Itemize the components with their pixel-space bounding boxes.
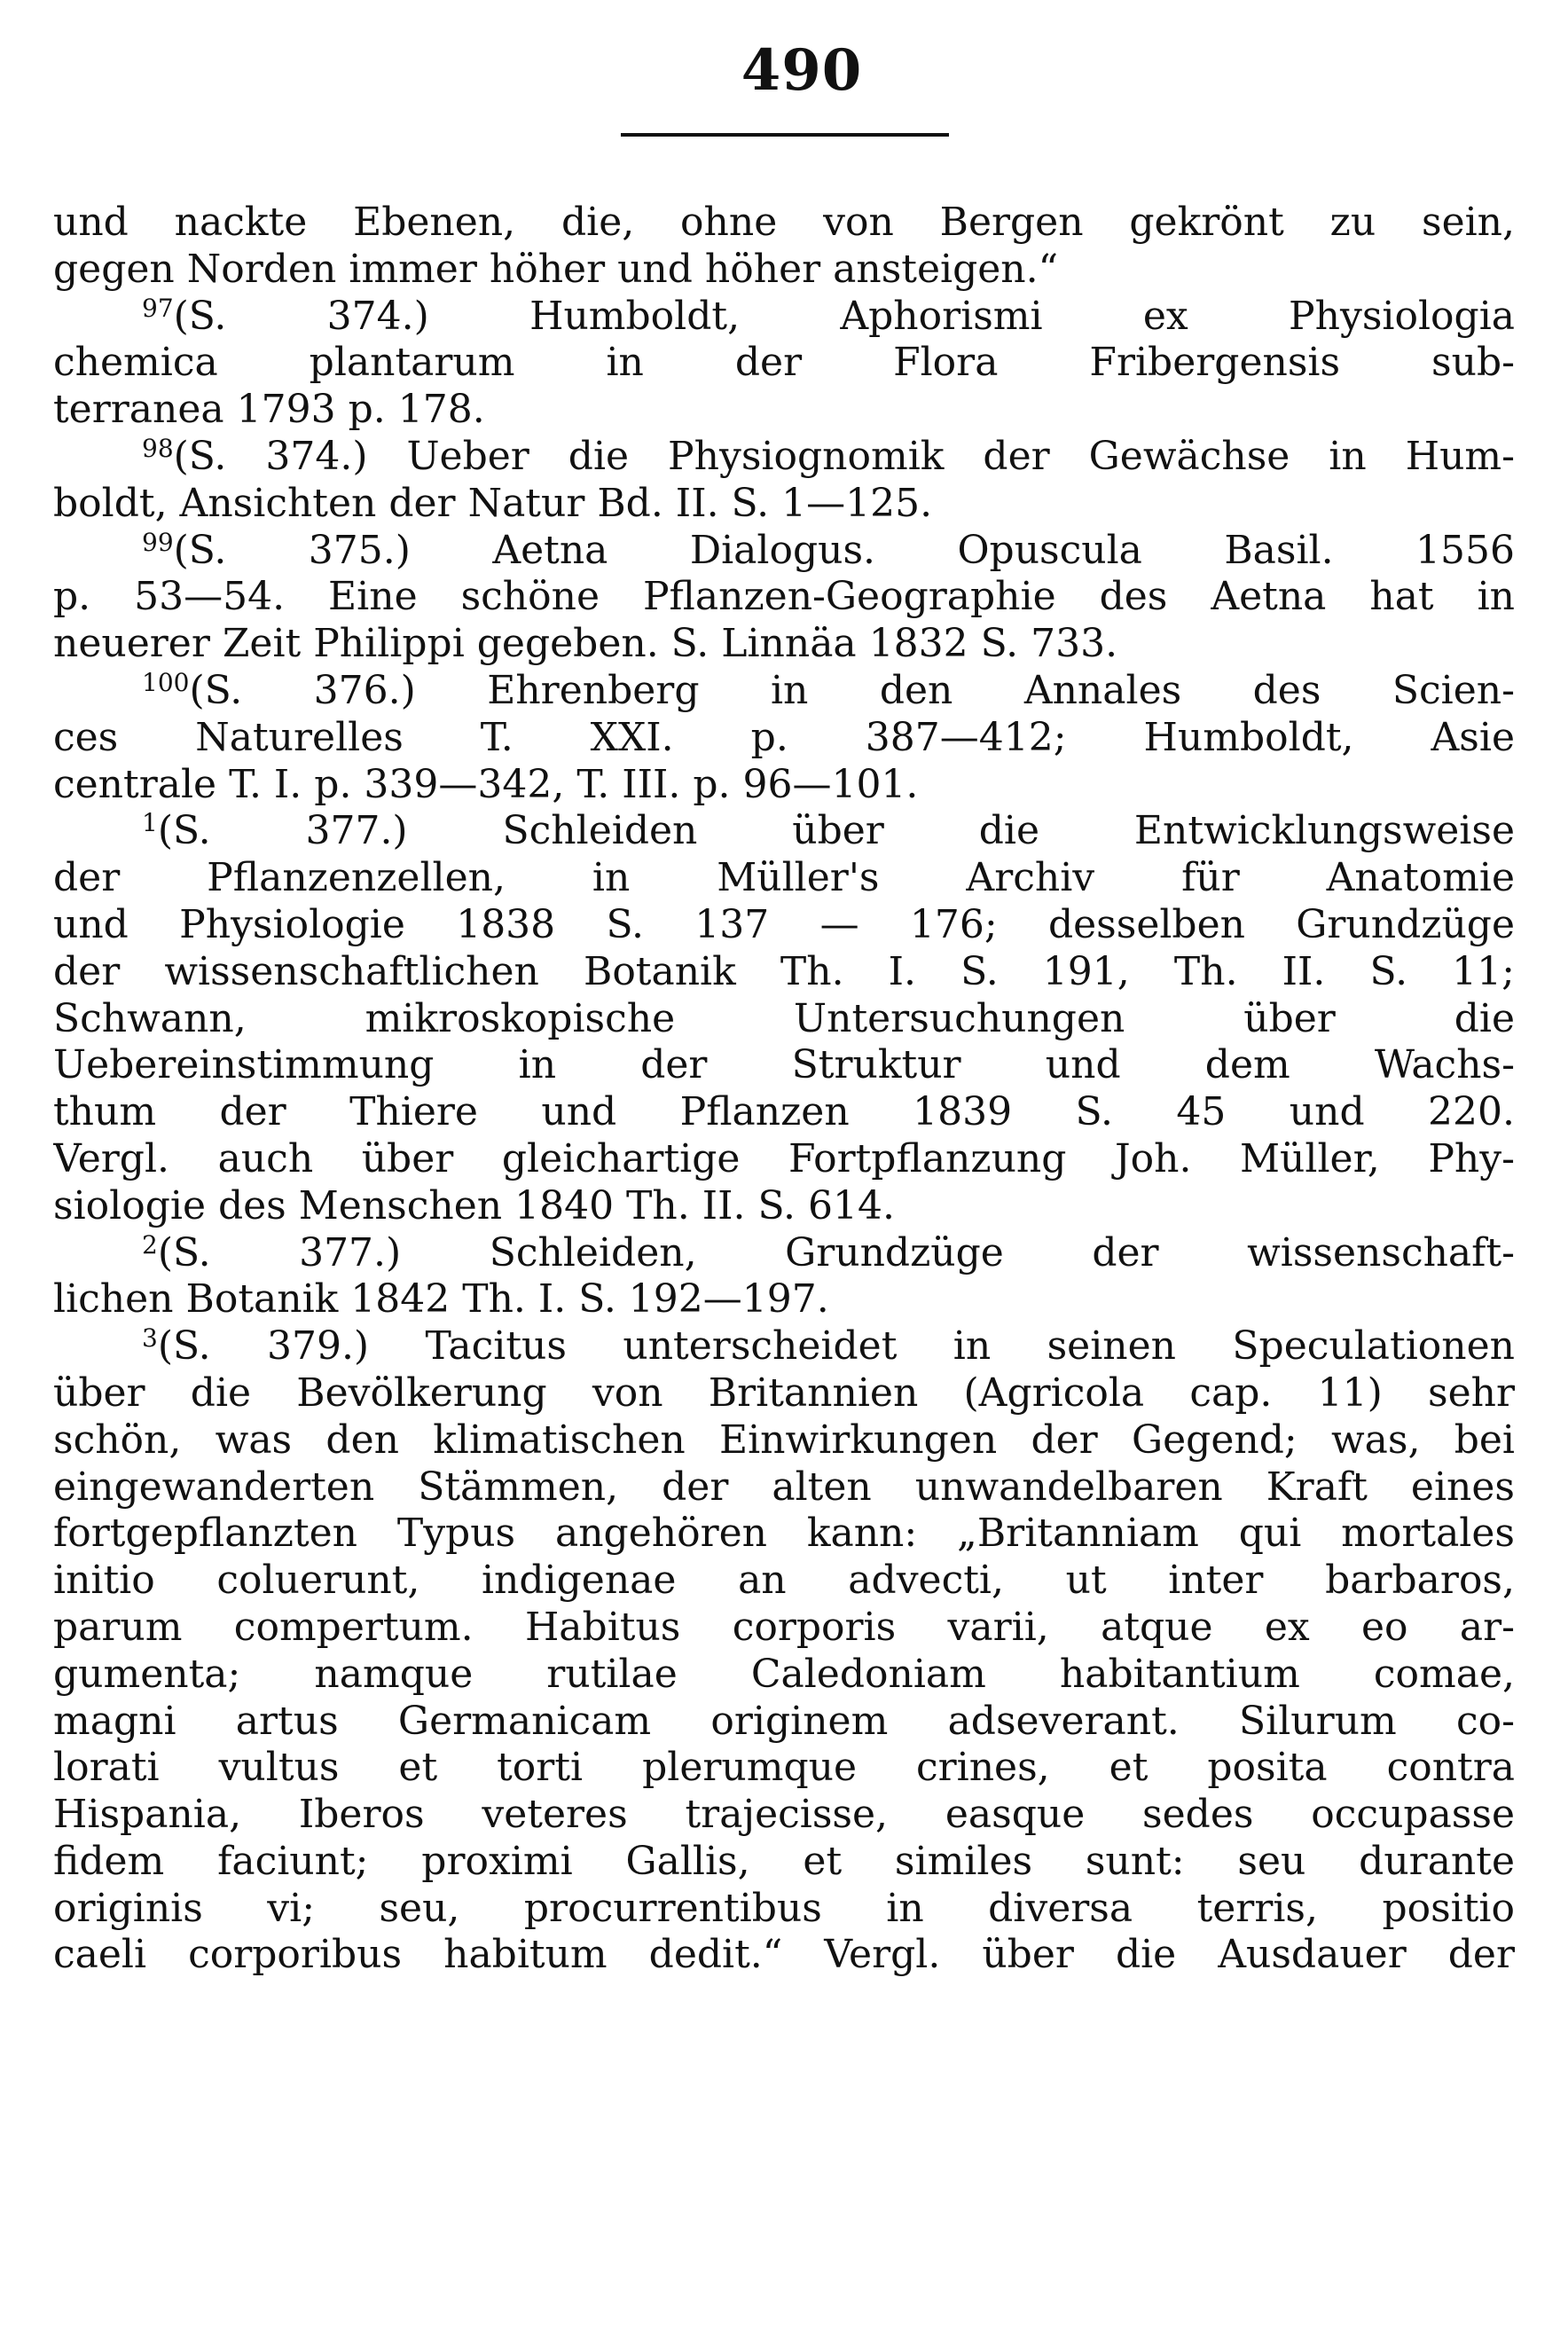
- page-number: 490: [741, 37, 863, 104]
- text-line: [53, 528, 1515, 575]
- text-line: [53, 1230, 1515, 1277]
- line-text: siologie des Menschen 1840 Th. II. S. 614.: [53, 1182, 895, 1228]
- text-line: [53, 1886, 1515, 1933]
- text-line: [53, 1417, 1515, 1464]
- line-text: originis vi; seu, procurrentibus in diversa terris, positio: [53, 1885, 1515, 1931]
- line-text: p. 53—54. Eine schöne Pflanzen-Geographie des Aetna hat in: [53, 574, 1515, 620]
- text-line: [53, 1699, 1515, 1746]
- line-text: fidem faciunt; proximi Gallis, et similes sunt: seu durante: [53, 1838, 1515, 1884]
- line-text: eingewanderten Stämmen, der alten unwandelbaren Kraft eines: [53, 1464, 1515, 1510]
- line-text: (S. 376.) Ehrenberg in den Annales des Scien-: [189, 667, 1515, 713]
- text-line: [53, 1136, 1515, 1183]
- line-text: gegen Norden immer höher und höher ansteigen.“: [53, 246, 1059, 292]
- line-text: der wissenschaftlichen Botanik Th. I. S. 191, Th. II. S. 11;: [53, 948, 1515, 994]
- line-text: thum der Thiere und Pflanzen 1839 S. 45 und 220.: [53, 1089, 1515, 1135]
- text-line: [53, 1370, 1515, 1417]
- line-text: neuerer Zeit Philippi gegeben. S. Linnäa 1832 S. 733.: [53, 621, 1118, 667]
- text-line: [53, 1792, 1515, 1839]
- line-text: Schwann, mikroskopische Untersuchungen über die: [53, 995, 1515, 1041]
- text-line: [53, 200, 1515, 247]
- line-text: über die Bevölkerung von Britannien (Agricola cap. 11) sehr: [53, 1370, 1515, 1416]
- line-text: (S. 377.) Schleiden, Grundzüge der wissenschaft-: [157, 1229, 1515, 1275]
- text-line: [53, 1464, 1515, 1511]
- text-line: [53, 1042, 1515, 1089]
- text-line: [53, 1605, 1515, 1652]
- text-line: [53, 1183, 1515, 1230]
- line-text: Hispania, Iberos veteres trajecisse, easque sedes occupasse: [53, 1792, 1515, 1838]
- header-rule: [621, 133, 949, 137]
- text-line: [53, 1089, 1515, 1136]
- line-text: (S. 377.) Schleiden über die Entwicklungsweise: [157, 808, 1515, 854]
- line-text: (S. 375.) Aetna Dialogus. Opuscula Basil. 1556: [173, 527, 1515, 573]
- line-text: schön, was den klimatischen Einwirkungen der Gegend; was, bei: [53, 1417, 1515, 1463]
- text-line: [53, 996, 1515, 1043]
- line-text: (S. 374.) Humboldt, Aphorismi ex Physiologia: [173, 293, 1515, 339]
- line-text: lorati vultus et torti plerumque crines, et posita contra: [53, 1745, 1515, 1791]
- text-line: [53, 621, 1515, 668]
- text-line: [53, 902, 1515, 949]
- line-text: initio coluerunt, indigenae an advecti, ut inter barbaros,: [53, 1558, 1515, 1604]
- line-text: (S. 379.) Tacitus unterscheidet in seinen Speculationen: [157, 1323, 1515, 1370]
- text-line: [53, 1932, 1515, 1979]
- line-text: und nackte Ebenen, die, ohne von Bergen gekrönt zu sein,: [53, 200, 1515, 245]
- line-text: ces Naturelles T. XXI. p. 387—412; Humboldt, Asie: [53, 714, 1515, 760]
- footnote-number: 98: [142, 433, 174, 463]
- text-line: [53, 481, 1515, 528]
- text-line: [53, 434, 1515, 481]
- line-text: terranea 1793 p. 178.: [53, 387, 485, 433]
- line-text: der Pflanzenzellen, in Müller's Archiv für Anatomie: [53, 855, 1515, 901]
- footnotes-text: [53, 200, 1515, 1979]
- line-text: boldt, Ansichten der Natur Bd. II. S. 1—125.: [53, 480, 933, 526]
- footnote-number: 100: [142, 667, 190, 697]
- footnote-number: 97: [142, 293, 174, 323]
- footnote-number: 99: [142, 527, 174, 557]
- text-line: [53, 668, 1515, 715]
- footnote-number: 1: [142, 808, 158, 838]
- text-line: [53, 1839, 1515, 1886]
- text-line: [53, 1511, 1515, 1558]
- line-text: Uebereinstimmung in der Struktur und dem Wachs-: [53, 1042, 1515, 1088]
- text-line: [53, 1558, 1515, 1605]
- text-line: [53, 808, 1515, 855]
- line-text: Vergl. auch über gleichartige Fortpflanzung Joh. Müller, Phy-: [53, 1135, 1515, 1181]
- text-line: [53, 762, 1515, 809]
- line-text: centrale T. I. p. 339—342, T. III. p. 96—101.: [53, 761, 919, 807]
- text-line: [53, 715, 1515, 762]
- text-line: [53, 247, 1515, 294]
- line-text: chemica plantarum in der Flora Fribergensis sub-: [53, 340, 1515, 386]
- text-line: [53, 1652, 1515, 1699]
- line-text: caeli corporibus habitum dedit.“ Vergl. über die Ausdauer der: [53, 1932, 1515, 1978]
- text-line: [53, 1323, 1515, 1370]
- text-line: [53, 949, 1515, 996]
- line-text: magni artus Germanicam originem adseverant. Silurum co-: [53, 1698, 1515, 1744]
- text-line: [53, 294, 1515, 341]
- line-text: parum compertum. Habitus corporis varii, atque ex eo ar-: [53, 1604, 1515, 1650]
- line-text: lichen Botanik 1842 Th. I. S. 192—197.: [53, 1276, 829, 1322]
- text-line: [53, 387, 1515, 434]
- text-line: [53, 1745, 1515, 1792]
- text-line: [53, 574, 1515, 621]
- footnote-number: 3: [142, 1323, 158, 1354]
- line-text: (S. 374.) Ueber die Physiognomik der Gewächse in Hum-: [173, 433, 1515, 479]
- line-text: fortgepflanzten Typus angehören kann: „Britanniam qui mortales: [53, 1511, 1515, 1557]
- text-line: [53, 340, 1515, 387]
- line-text: und Physiologie 1838 S. 137 — 176; desselben Grundzüge: [53, 901, 1515, 947]
- text-line: [53, 1276, 1515, 1323]
- line-text: gumenta; namque rutilae Caledoniam habitantium comae,: [53, 1651, 1515, 1697]
- text-line: [53, 855, 1515, 902]
- footnote-number: 2: [142, 1229, 158, 1260]
